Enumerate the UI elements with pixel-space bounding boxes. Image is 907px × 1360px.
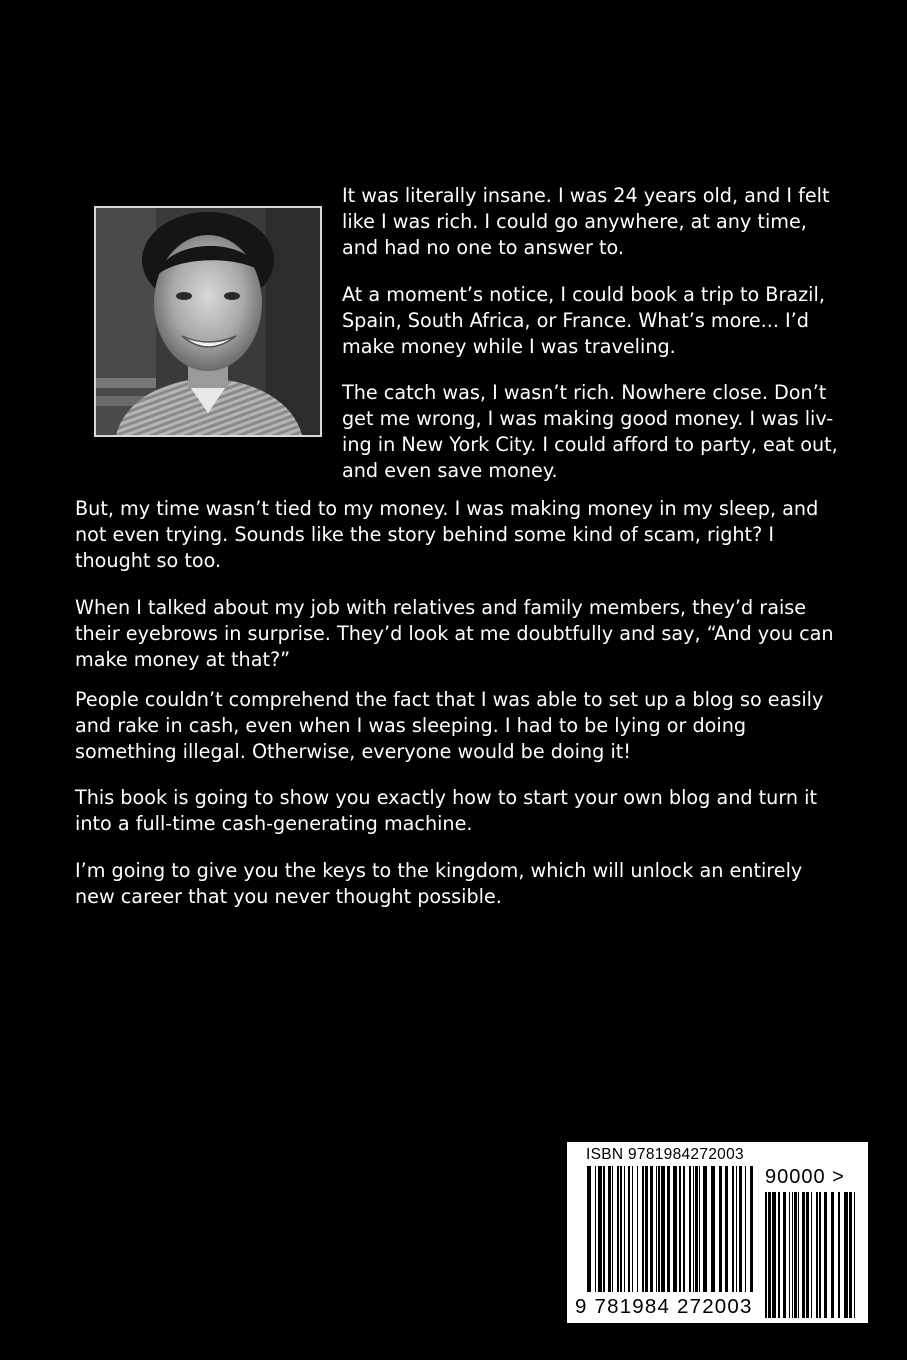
paragraph-2: At a moment’s notice, I could book a trip to Brazil, Spain, South Africa, or France. What’s more... I’d make money while I was traveling. [342, 283, 825, 358]
isbn-digits: 9 781984 272003 [575, 1295, 753, 1318]
isbn-label: ISBN 9781984272003 [586, 1146, 744, 1163]
paragraph-4: But, my time wasn’t tied to my money. I was making money in my sleep, and not even trying. Sounds like the story behind some kind of scam, right? I thought so too. [75, 497, 819, 572]
author-photo [94, 206, 322, 437]
paragraph-1: It was literally insane. I was 24 years old, and I felt like I was rich. I could go anywhere, at any time, and had no one to answer to. [342, 184, 830, 259]
isbn-barcode [567, 1142, 868, 1323]
paragraph-3: The catch was, I wasn’t rich. Nowhere close. Don’t get me wrong, I was making good money. I was liv-ing in New York City. I could afford to party, eat out, and even save money. [342, 381, 838, 482]
paragraph-8: I’m going to give you the keys to the kingdom, which will unlock an entirely new career that you never thought possible. [75, 859, 803, 908]
price-code: 90000 > [765, 1166, 845, 1188]
paragraph-5: When I talked about my job with relatives and family members, they’d raise their eyebrows in surprise. They’d look at me doubtfully and say, “And you can make money at that?” [75, 596, 834, 671]
paragraph-7: This book is going to show you exactly how to start your own blog and turn it into a full-time cash-generating machine. [75, 786, 817, 835]
paragraph-6: People couldn’t comprehend the fact that I was able to set up a blog so easily and rake in cash, even when I was sleeping. I had to be lying or doing something illegal. Otherwise, everyone would be doing it! [75, 688, 824, 763]
